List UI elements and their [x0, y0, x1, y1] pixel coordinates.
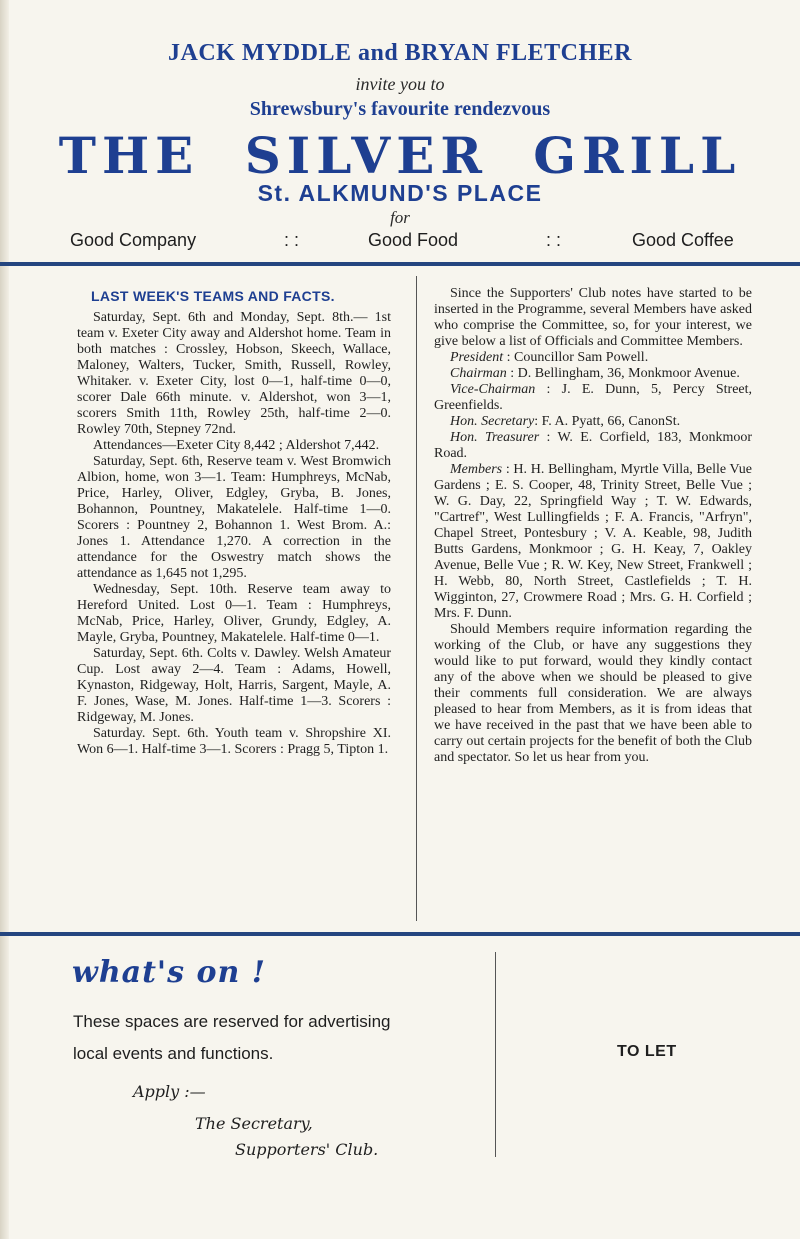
first-team-report: Saturday, Sept. 6th and Monday, Sept. 8th.— 1st team v. Exeter City away and Aldershot home. Team in both matches : Crossley, Hobson, Skeech, Wallace, Maloney, Walters, Tucker, Smith, Russell, Rowley, Whitaker. v. Exeter City, lost 0—1, half-time 0—0, scorer Dale 66th minute. v. Aldershot, won 3—1, scorers Smith 11th, Rowley 25th, half-time 2—0. Rowley 70th, Stepney 72nd. [77, 310, 391, 437]
offer-coffee: Good Coffee [632, 230, 734, 250]
whats-on-heading: what's on ! [72, 955, 266, 990]
for-line: for [390, 208, 410, 227]
youth-report: Saturday. Sept. 6th. Youth team v. Shropshire XI. Won 6—1. Half-time 3—1. Scorers : Pragg 5, Tipton 1. [77, 726, 391, 757]
advertising-line-1: These spaces are reserved for advertising [73, 1012, 391, 1031]
officer-label: Vice-Chairman [450, 382, 536, 397]
officer-label: Hon. Secretary [450, 414, 535, 429]
venue-name: THE SILVER GRILL [58, 126, 742, 185]
tagline: Shrewsbury's favourite rendezvous [249, 98, 551, 120]
officer-label: President [450, 350, 504, 365]
reserve-report-2: Wednesday, Sept. 10th. Reserve team away to Hereford United. Lost 0—1. Team : Humphreys, McNab, Price, Harley, Oliver, Grundy, Edgley, A. Mayle, Gryba, Pountney, Makatelele. Half-time 0—1. [77, 582, 391, 645]
reserve-report-1: Saturday, Sept. 6th, Reserve team v. West Bromwich Albion, home, won 3—1. Team: Humphreys, McNab, Price, Harley, Oliver, Edgley, Gryba, B. Jones, Bohannon, Pountney, Makatelele. Half-time 1—0. Scorers : Pountney 2, Bohannon 1. West Brom. A.: Jones 1. Attendance 1,270. A correction in the attendance for the Oswestry match shows the attendance as 1,645 not 1,295. [77, 454, 391, 581]
offer-separator: : : [284, 230, 300, 250]
column-divider [416, 276, 417, 921]
footer-divider [495, 952, 496, 1157]
attendances: Attendances—Exeter City 8,442 ; Aldershot 7,442. [93, 438, 380, 453]
offer-food: Good Food [368, 230, 459, 250]
advert-header [0, 0, 800, 262]
club-closing: Should Members require information regarding the working of the Club, or have any suggestions they would like to put forward, would they kindly contact any of the above when we should be pleased to give their comments full consideration. We are always pleased to hear from Members, as it is from ideas that we have received in the past that we have been able to carry out certain projects for the benefit of both the Club and spectator. So let us hear from you. [434, 622, 752, 765]
invite-line: invite you to [355, 74, 445, 94]
apply-label: Apply :— [133, 1082, 206, 1101]
club-intro: Since the Supporters' Club notes have started to be inserted in the Programme, several Members have asked who comprise the Committee, so, for your interest, we give below a list of Officials and Committee Members. [434, 286, 752, 349]
supporters-club-column [434, 286, 752, 766]
offer-separator: : : [546, 230, 562, 250]
contact-secretary: The Secretary, [195, 1114, 313, 1133]
officer-secretary: Hon. Secretary: F. A. Pyatt, 66, CanonSt. [450, 414, 681, 429]
offer-company: Good Company [70, 230, 197, 250]
officer-label: Chairman [450, 366, 507, 381]
teams-facts-column [77, 288, 391, 758]
officer-president: President : Councillor Sam Powell. [450, 350, 649, 365]
contact-club: Supporters' Club. [235, 1140, 379, 1159]
officer-treasurer: Hon. Treasurer : W. E. Corfield, 183, Monkmoor Road. [434, 430, 752, 461]
section-title: LAST WEEK'S TEAMS AND FACTS. [91, 288, 335, 304]
colts-report: Saturday, Sept. 6th. Colts v. Dawley. Welsh Amateur Cup. Lost away 2—4. Team : Adams, Howell, Kynaston, Ridgeway, Holt, Harris, Sargent, Mayle, A. F. Jones, Wase, M. Jones. Half-time 1—3. Scorers : Ridgeway, M. Jones. [77, 646, 391, 725]
officer-chairman: Chairman : D. Bellingham, 36, Monkmoor Avenue. [450, 366, 740, 381]
officer-label: Members [450, 462, 503, 477]
advertising-line-2: local events and functions. [73, 1044, 274, 1063]
to-let-label: TO LET [617, 1043, 677, 1060]
footer-rule [0, 932, 800, 936]
proprietors-line: JACK MYDDLE and BRYAN FLETCHER [167, 40, 632, 66]
officer-vice-chairman: Vice-Chairman : J. E. Dunn, 5, Percy Street, Greenfields. [434, 382, 753, 413]
committee-members: Members : H. H. Bellingham, Myrtle Villa, Belle Vue Gardens ; E. S. Cooper, 48, Trinity Street, Belle Vue ; W. G. Day, 22, Springfield Way ; T. W. Edwards, "Cartref", West Lullingfields ; F. A. Francis, "Arfryn", Chapel Street, Pontesbury ; V. A. Keable, 98, Judith Butts Gardens, Monkmoor ; G. H. Keay, 7, Oakley Avenue, Belle Vue ; R. W. Key, New Street, Frankwell ; H. Webb, 80, North Street, Castlefields ; T. H. Wigginton, 27, Crowmere Road ; Mrs. G. H. Corfield ; Mrs. F. Dunn. [434, 462, 753, 621]
header-rule [0, 262, 800, 266]
officer-label: Hon. Treasurer [450, 430, 540, 445]
venue-address: St. ALKMUND'S PLACE [257, 180, 543, 206]
